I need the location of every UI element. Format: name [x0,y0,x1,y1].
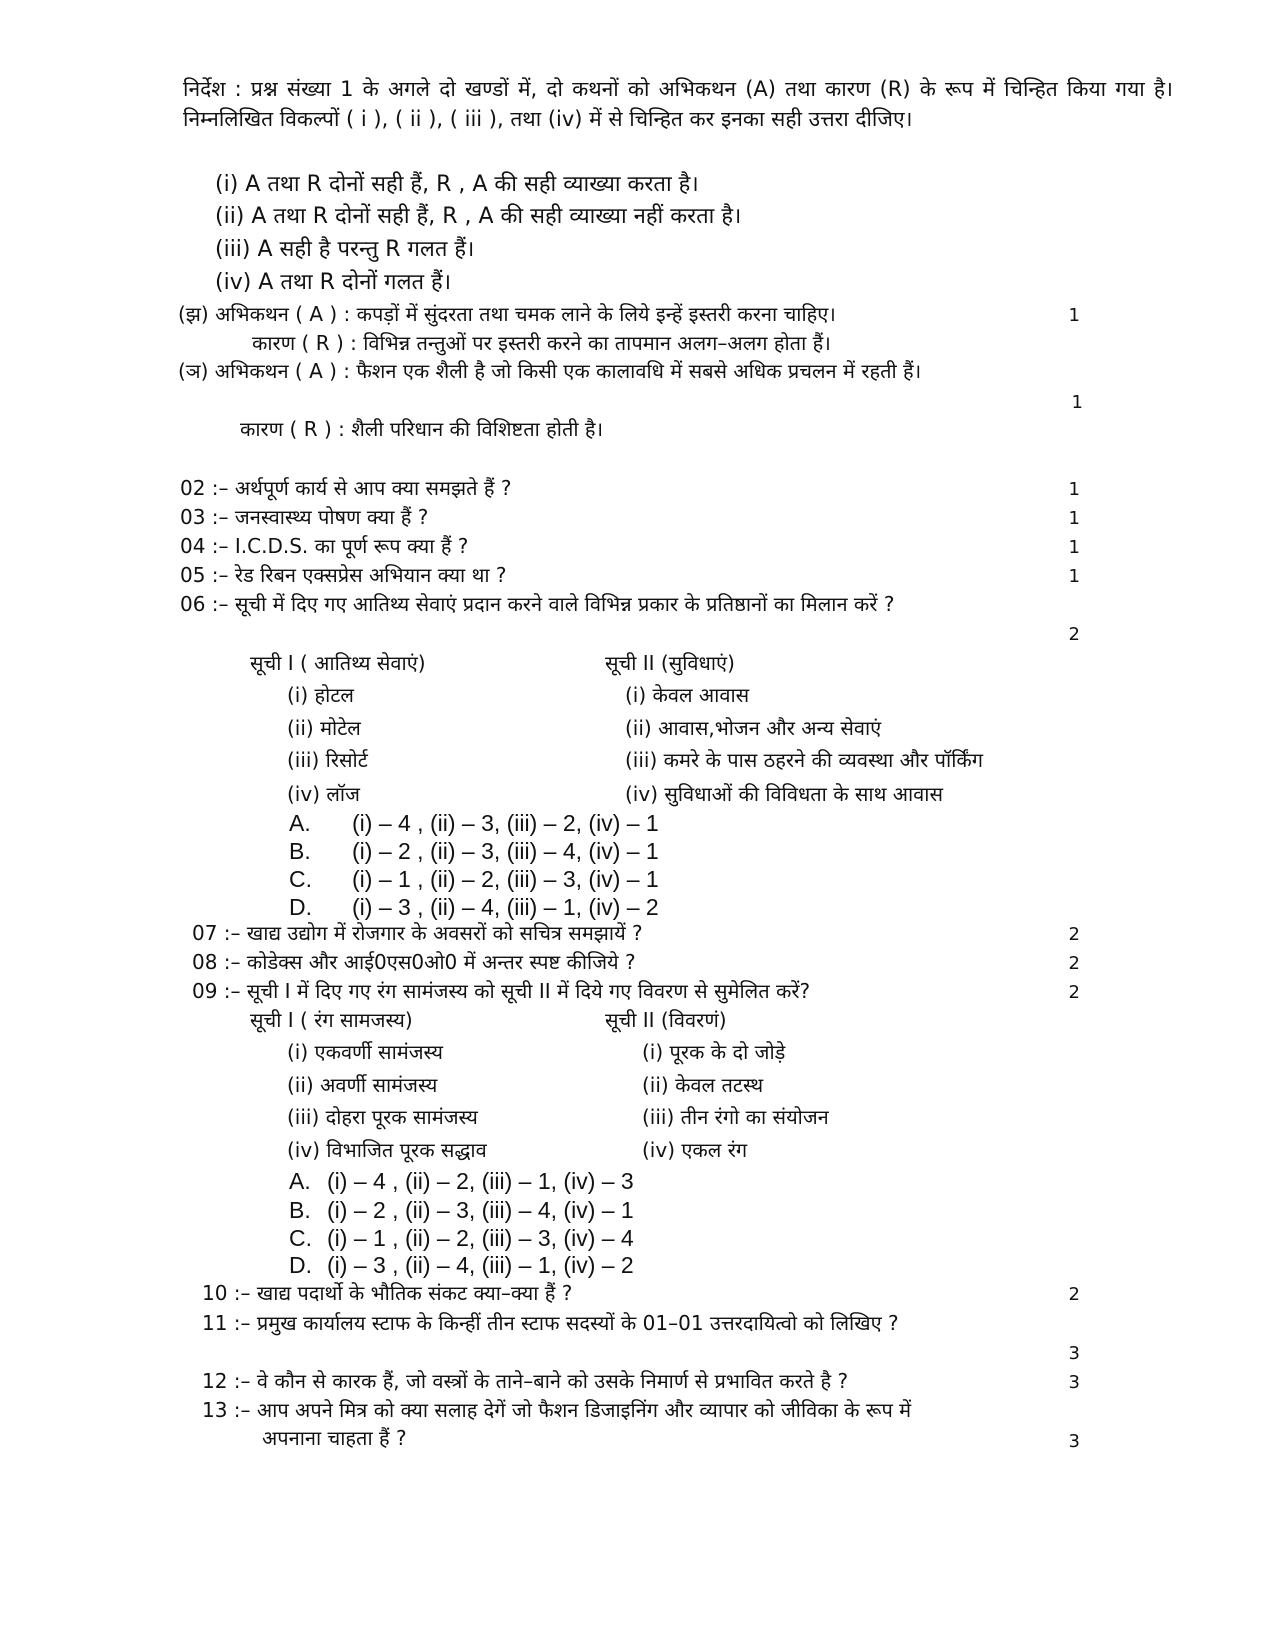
part-nya-assertion: (ञ) अभिकथन ( A ) : फैशन एक शैली है जो किसी एक कालावधि में सबसे अधिक प्रचलन में रहती हैं। [178,359,922,383]
q06-list1-item: (ii) मोटेल [287,716,361,740]
question-12-marks: 3 [1068,1372,1080,1393]
question-12: 12 :– वे कौन से कारक हैं, जो वस्त्रों के ताने–बाने को उसके निमार्ण से प्रभावित करते है ? [202,1369,849,1393]
q06-list1-item: (iii) रिसोर्ट [287,748,368,772]
q09-list2-item: (i) पूरक के दो जोड़े [642,1040,786,1064]
q09-list2-item: (iii) तीन रंगो का संयोजन [642,1105,829,1129]
part-nya-marks: 1 [1071,392,1083,413]
q06-list2-item: (iii) कमरे के पास ठहरने की व्यवस्था और पॉर्किंग [625,748,983,772]
q06-option-label: C. [289,866,312,892]
instruction-paragraph: निर्देश : प्रश्न संख्या 1 के अगले दो खण्डों में, दो कथनों को अभिकथन (A) तथा कारण (R) के रूप में चिन्हित किया गया है। निम्नलिखित विकल्पों ( i ), ( ii ), ( iii ), तथा (iv) में से चिन्हित कर इनका सही उत्तरा दीजिए। [183,77,1173,131]
q09-list1-item: (ii) अवर्णी सामंजस्य [287,1073,438,1097]
question-04: 04 :– I.C.D.S. का पूर्ण रूप क्या हैं ? [180,534,469,558]
question-09-marks: 2 [1068,982,1080,1003]
question-07-marks: 2 [1068,924,1080,945]
q09-list2-title: सूची II (विवरणं) [605,1008,727,1032]
q06-option-text: (i) – 1 , (ii) – 2, (iii) – 3, (iv) – 1 [352,866,659,892]
part-jha-assertion: (झ) अभिकथन ( A ) : कपड़ों में सुंदरता तथा चमक लाने के लिये इन्हें इस्तरी करना चाहिए। [178,302,836,326]
ar-option-3: (iii) A सही है परन्तु R गलत हैं। [215,237,475,262]
q06-list2-item: (i) केवल आवास [625,683,750,707]
q09-option-label: C. [289,1225,312,1251]
q06-list2-item: (ii) आवास,भोजन और अन्य सेवाएं [625,716,882,740]
q06-option-text: (i) – 4 , (ii) – 3, (iii) – 2, (iv) – 1 [352,810,659,836]
question-08: 08 :– कोडेक्स और आई0एस0ओ0 में अन्तर स्पष्ट कीजिये ? [192,950,636,974]
question-02-marks: 1 [1068,479,1080,500]
question-13-continued: अपनाना चाहता हैं ? [262,1426,407,1450]
q09-option-label: D. [289,1252,312,1278]
q06-option-label: B. [289,838,311,864]
q06-list1-title: सूची I ( आतिथ्य सेवाएं) [250,651,426,675]
q06-option-text: (i) – 2 , (ii) – 3, (iii) – 4, (iv) – 1 [352,838,659,864]
q09-list1-title: सूची I ( रंग सामजस्य) [250,1008,413,1032]
q06-option-label: D. [289,894,312,920]
question-09: 09 :– सूची I में दिए गए रंग सामंजस्य को सूची II में दिये गए विवरण से सुमेलित करें? [192,979,811,1003]
question-03: 03 :– जनस्वास्थ्य पोषण क्या हैं ? [180,505,429,529]
question-05: 05 :– रेड रिबन एक्सप्रेस अभियान क्या था ? [180,563,507,587]
q09-option-text: (i) – 4 , (ii) – 2, (iii) – 1, (iv) – 3 [327,1168,634,1194]
question-08-marks: 2 [1068,953,1080,974]
ar-option-1: (i) A तथा R दोनों सही हैं, R , A की सही व्याख्या करता है। [215,172,699,197]
question-06: 06 :– सूची में दिए गए आतिथ्य सेवाएं प्रदान करने वाले विभिन्न प्रकार के प्रतिष्ठानों का मिलान करें ? [180,592,895,616]
q09-option-label: B. [289,1197,311,1223]
question-11: 11 :– प्रमुख कार्यालय स्टाफ के किन्हीं तीन स्टाफ सदस्यों के 01–01 उत्तरदायित्वो को लिखिए ? [202,1311,899,1335]
q06-option-text: (i) – 3 , (ii) – 4, (iii) – 1, (iv) – 2 [352,894,659,920]
q09-option-text: (i) – 2 , (ii) – 3, (iii) – 4, (iv) – 1 [327,1197,634,1223]
question-13-marks: 3 [1068,1431,1080,1452]
q09-list1-item: (iii) दोहरा पूरक सामंजस्य [287,1105,478,1129]
question-10-marks: 2 [1068,1284,1080,1305]
part-jha-reason: कारण ( R ) : विभिन्न तन्तुओं पर इस्तरी करने का तापमान अलग–अलग होता हैं। [252,331,831,355]
part-jha-marks: 1 [1068,305,1080,326]
question-05-marks: 1 [1068,566,1080,587]
q06-list1-item: (iv) लॉज [287,782,360,806]
q06-list1-item: (i) होटल [287,683,354,707]
q09-list2-item: (iv) एकल रंग [642,1138,748,1162]
question-02: 02 :– अर्थपूर्ण कार्य से आप क्या समझते हैं ? [180,476,512,500]
question-10: 10 :– खाद्य पदार्थो के भौतिक संकट क्या–क्या हैं ? [202,1281,573,1305]
q09-option-label: A. [289,1168,311,1194]
q09-list2-item: (ii) केवल तटस्थ [642,1073,764,1097]
ar-option-4: (iv) A तथा R दोनों गलत हैं। [215,270,452,295]
question-07: 07 :– खाद्य उद्योग में रोजगार के अवसरों को सचित्र समझायें ? [192,921,643,945]
q06-list2-item: (iv) सुविधाओं की विविधता के साथ आवास [625,782,944,806]
part-nya-reason: कारण ( R ) : शैली परिधान की विशिष्टता होती है। [240,417,604,441]
question-04-marks: 1 [1068,537,1080,558]
q06-list2-title: सूची II (सुविधाएं) [605,651,735,675]
question-06-marks: 2 [1068,624,1080,645]
ar-option-2: (ii) A तथा R दोनों सही हैं, R , A की सही व्याख्या नहीं करता है। [215,204,742,229]
q09-list1-item: (i) एकवर्णी सामंजस्य [287,1040,443,1064]
q09-option-text: (i) – 3 , (ii) – 4, (iii) – 1, (iv) – 2 [327,1252,634,1278]
q06-option-label: A. [289,810,311,836]
question-11-marks: 3 [1068,1343,1080,1364]
q09-list1-item: (iv) विभाजित पूरक सद्धाव [287,1138,487,1162]
question-13: 13 :– आप अपने मित्र को क्या सलाह देगें जो फैशन डिजाइनिंग और व्यापार को जीविका के रूप में [202,1398,912,1422]
q09-option-text: (i) – 1 , (ii) – 2, (iii) – 3, (iv) – 4 [327,1225,634,1251]
question-03-marks: 1 [1068,508,1080,529]
